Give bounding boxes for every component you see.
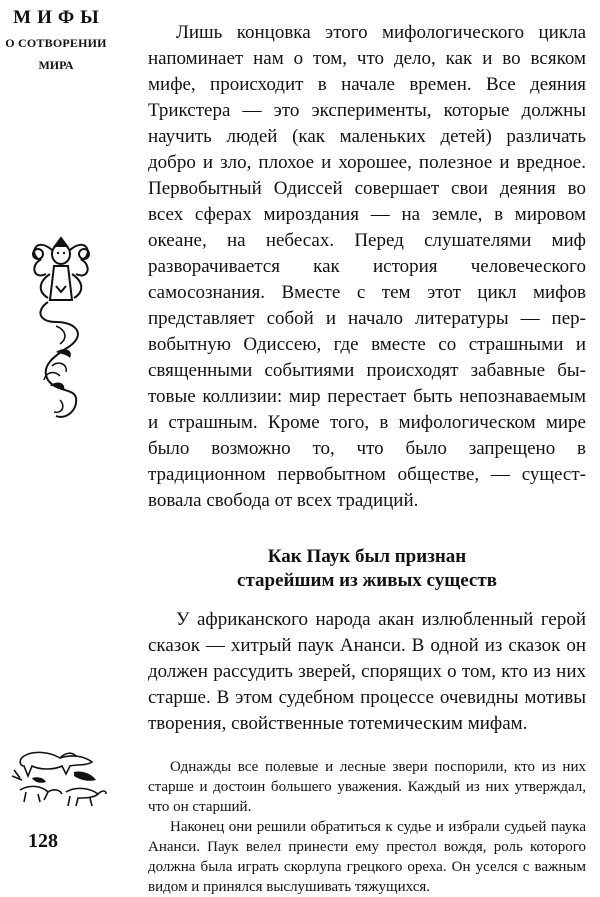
running-head-line-1: МИФЫ (13, 7, 105, 28)
page-number: 128 (28, 830, 58, 852)
myth-excerpt (148, 757, 586, 897)
main-text-column (148, 20, 586, 897)
running-head (0, 6, 112, 74)
section-heading (148, 545, 586, 593)
body-paragraph-2: У африканского народа акан излюбленный герой сказок — хитрый паук Ананси. В одной из сказок он должен рассудить зверей, спорящих о том, кто из них старше. В этом судебном процессе очевидны мотивы творения, свойственные тотемическим мифам. (148, 609, 586, 734)
body-paragraph-1: Лишь концовка этого мифологического цикла напоминает нам о том, что дело, как и во всяком мифе, происходит в начале времен. Все деяния Трикстера — это эксперименты, которые должны научить людей (как маленьких детей) различать добро и зло, плохое и хорошее, полезное и вредное. Первобытный Одиссей совершает свои деяния во всех сферах мироздания — на земле, в мировом океане, на небесах. Перед слушателями миф разворачивается как история человеческого самосознания. Вместе с тем этот цикл мифов представляет собой и начало литературы — первобытную Одиссею, где вместе со страшными и священными событиями происходят забавные бытовые коллизии: мир перестает быть непознаваемым и страшным. Кроме того, в мифологическом мире было возможно то, что было запрещено в традиционном первобытном обществе, — существовала свобода от всех традиций. (148, 22, 586, 511)
section-heading-line-2: старейшим из живых существ (237, 570, 497, 591)
running-head-line-3: МИРА (38, 58, 74, 72)
excerpt-paragraph-2: Наконец они решили обратиться к судье и избрали судьей паука Ананси. Паук велел принести ему престол вождя, роль которого должна была играть скорлупа грецкого ореха. Он уселся с важным видом и принялся выслушивать тяжущихся. (148, 819, 586, 895)
page-margin-sidebar (0, 0, 112, 865)
deity-ornament-icon (26, 230, 96, 430)
running-head-line-2: О СОТВОРЕНИИ (5, 36, 107, 50)
rock-art-animals-icon (10, 748, 108, 812)
section-heading-line-1: Как Паук был признан (267, 546, 467, 567)
excerpt-paragraph-1: Однажды все полевые и лесные звери поспорили, кто из них старше и достоин большего уважения. Каждый из них утверждал, что он старший. (148, 759, 586, 815)
